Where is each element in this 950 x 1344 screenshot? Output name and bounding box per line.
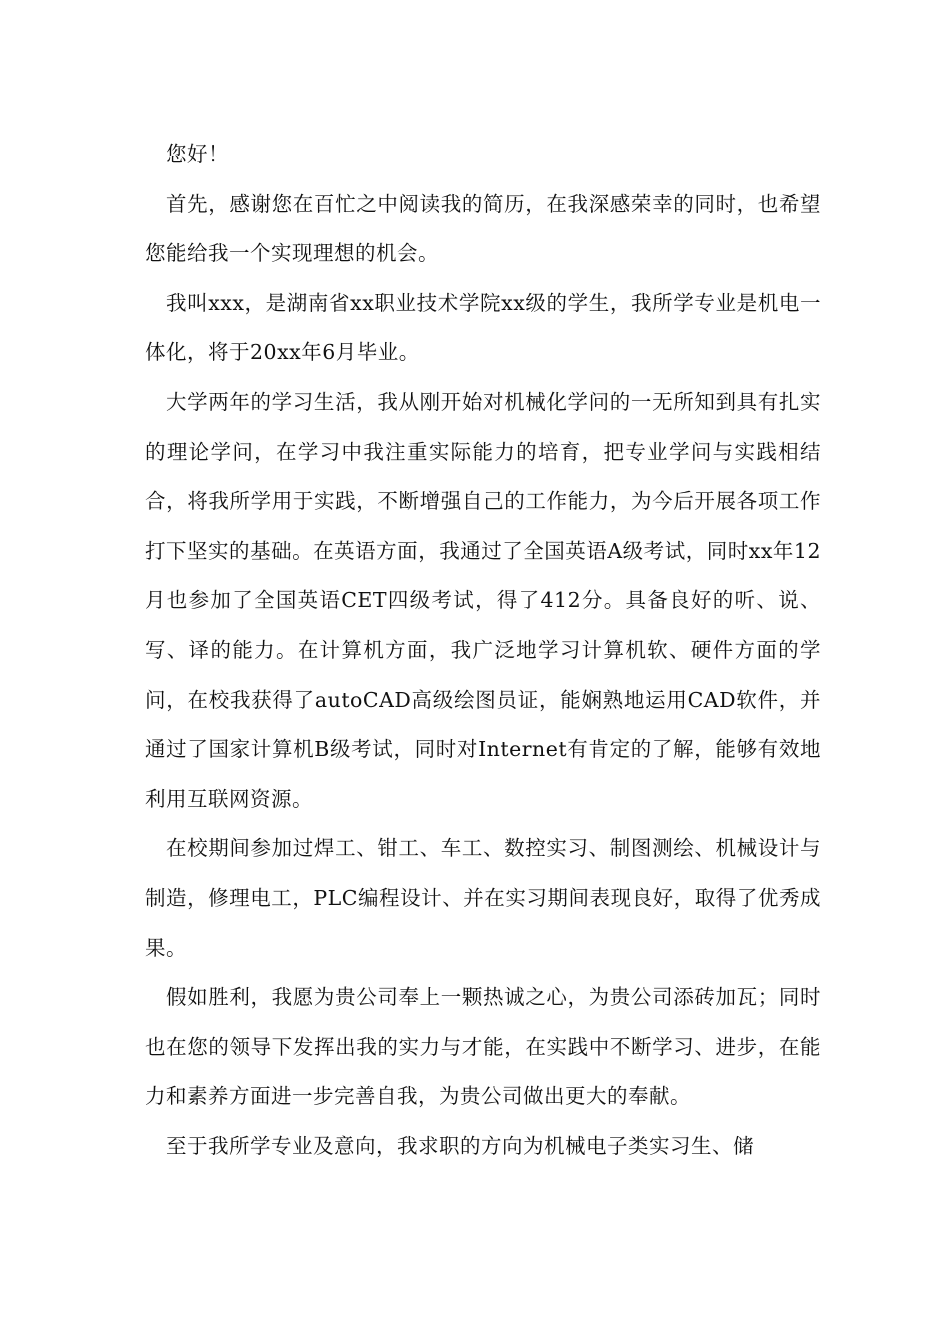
paragraph-study-life: 大学两年的学习生活，我从刚开始对机械化学问的一无所知到具有扎实的理论学问，在学习中我注重实际能力的培育，把专业学问与实践相结合，将我所学用于实践，不断增强自己的工作能力，为今后开展各项工作打下坚实的基础。在英语方面，我通过了全国英语A级考试，同时xx年12月也参加了全国英语CET四级考试，得了412分。具备良好的听、说、写、译的能力。在计算机方面，我广泛地学习计算机软、硬件方面的学问，在校我获得了autoCAD高级绘图员证，能娴熟地运用CAD软件，并通过了国家计算机B级考试，同时对Internet有肯定的了解，能够有效地利用互联网资源。 [145,389,821,811]
letter-body [145,130,821,1171]
paragraph-practice: 在校期间参加过焊工、钳工、车工、数控实习、制图测绘、机械设计与制造，修理电工，PLC编程设计、并在实习期间表现良好，取得了优秀成果。 [145,836,821,960]
paragraph-job-direction: 至于我所学专业及意向，我求职的方向为机械电子类实习生、储 [166,1133,754,1158]
greeting: 您好！ [166,142,229,166]
paragraph-aspiration: 假如胜利，我愿为贵公司奉上一颗热诚之心，为贵公司添砖加瓦；同时也在您的领导下发挥出我的实力与才能，在实践中不断学习、进步，在能力和素养方面进一步完善自我，为贵公司做出更大的奉献。 [145,985,821,1109]
paragraph-self-introduction: 我叫xxx，是湖南省xx职业技术学院xx级的学生，我所学专业是机电一体化，将于20xx年6月毕业。 [145,290,821,365]
paragraph-intro: 首先，感谢您在百忙之中阅读我的简历，在我深感荣幸的同时，也希望您能给我一个实现理想的机会。 [145,191,821,266]
